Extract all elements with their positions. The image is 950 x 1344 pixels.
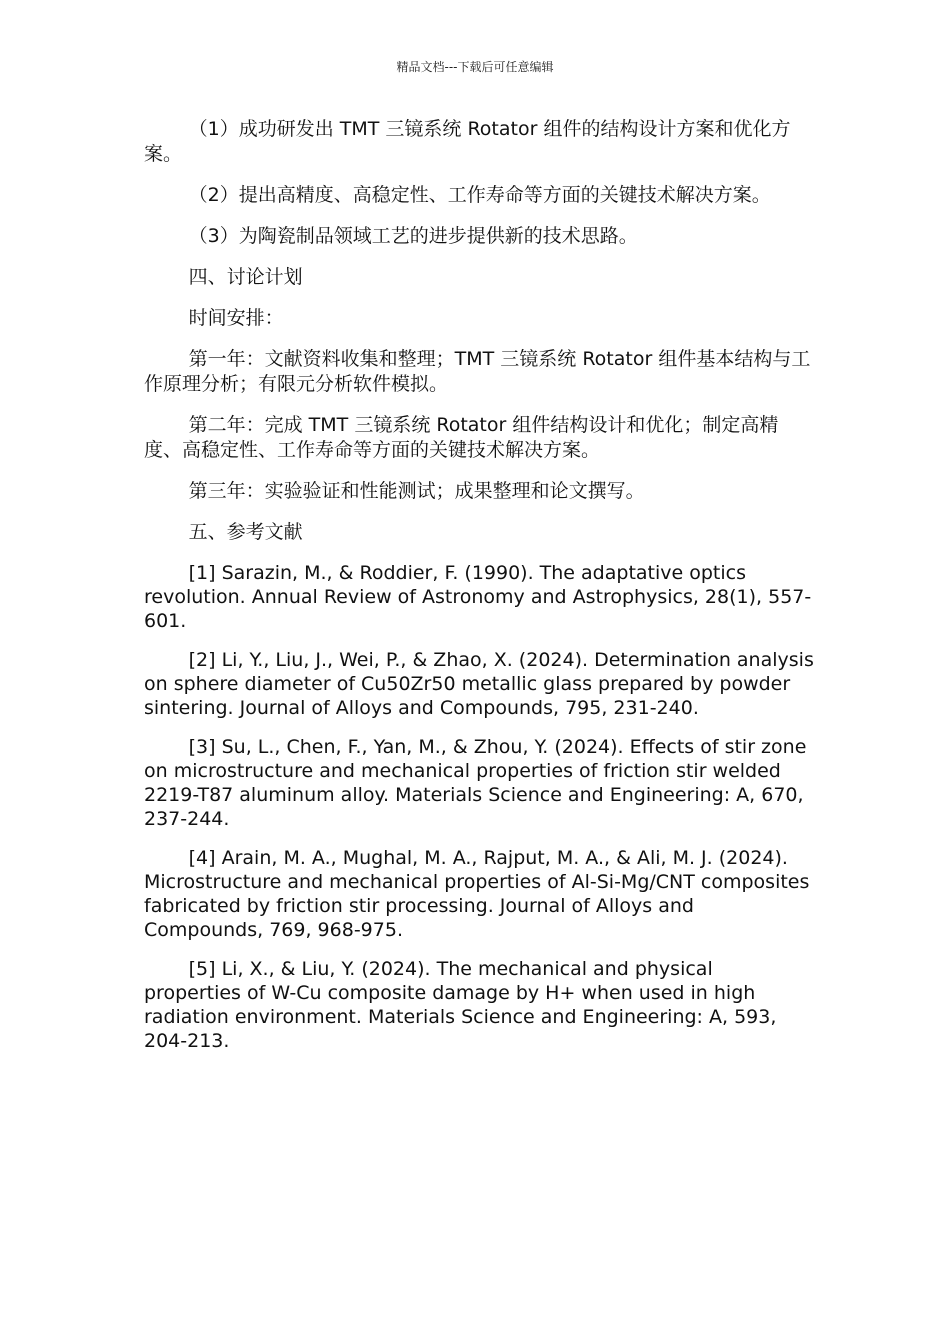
outcome-2: （2）提出高精度、高稳定性、工作寿命等方面的关键技术解决方案。 bbox=[188, 184, 771, 206]
reference-item: [2] Li, Y., Liu, J., Wei, P., & Zhao, X. (2024). Determination analysis on sphere diameter of Cu50Zr50 metallic glass prepared by powder sintering. Journal of Alloys and Compounds, 795, 231-240. bbox=[144, 649, 814, 719]
schedule-year-1: 第一年：文献资料收集和整理；TMT 三镜系统 Rotator 组件基本结构与工作原理分析；有限元分析软件模拟。 bbox=[144, 348, 811, 395]
outcome-3: （3）为陶瓷制品领域工艺的进步提供新的技术思路。 bbox=[188, 225, 638, 247]
reference-item: [1] Sarazin, M., & Roddier, F. (1990). The adaptative optics revolution. Annual Review of Astronomy and Astrophysics, 28(1), 557-601. bbox=[144, 562, 812, 632]
schedule-label: 时间安排： bbox=[188, 307, 284, 329]
outcome-1: （1）成功研发出 TMT 三镜系统 Rotator 组件的结构设计方案和优化方案。 bbox=[144, 118, 791, 165]
schedule-year-3: 第三年：实验验证和性能测试；成果整理和论文撰写。 bbox=[188, 480, 645, 502]
schedule-year-2: 第二年：完成 TMT 三镜系统 Rotator 组件结构设计和优化；制定高精度、高稳定性、工作寿命等方面的关键技术解决方案。 bbox=[144, 414, 779, 461]
section-heading-plan: 四、讨论计划 bbox=[188, 266, 303, 288]
reference-item: [3] Su, L., Chen, F., Yan, M., & Zhou, Y. (2024). Effects of stir zone on microstructure and mechanical properties of friction stir welded 2219-T87 aluminum alloy. Materials Science and Engineering: A, 670, 237-244. bbox=[144, 736, 807, 830]
page-header: 精品文档---下载后可任意编辑 bbox=[396, 60, 554, 74]
section-heading-references: 五、参考文献 bbox=[188, 521, 303, 543]
document-body bbox=[144, 117, 814, 1068]
reference-item: [5] Li, X., & Liu, Y. (2024). The mechanical and physical properties of W-Cu composite damage by H+ when used in high radiation environment. Materials Science and Engineering: A, 593, 204-213. bbox=[144, 958, 777, 1052]
reference-item: [4] Arain, M. A., Mughal, M. A., Rajput, M. A., & Ali, M. J. (2024). Microstructure and mechanical properties of Al-Si-Mg/CNT composites fabricated by friction stir processing. Journal of Alloys and Compounds, 769, 968-975. bbox=[144, 847, 810, 941]
